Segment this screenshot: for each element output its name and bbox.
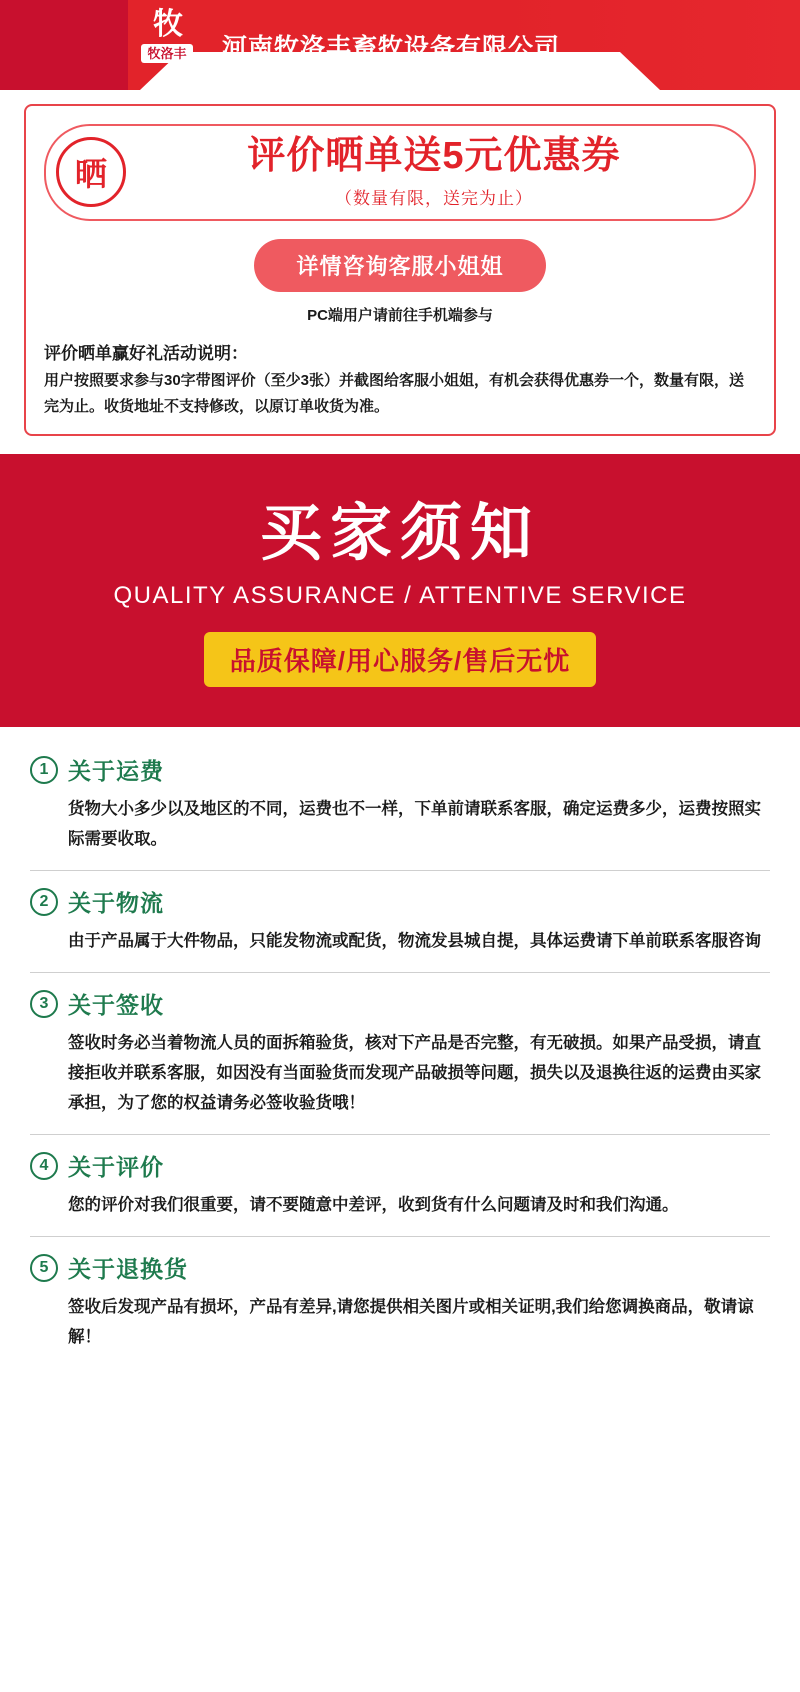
- contact-service-button[interactable]: 详情咨询客服小姐姐: [254, 239, 545, 292]
- promo-text-group: [126, 134, 738, 209]
- list-item-head: [30, 885, 770, 918]
- buyer-notice-banner: [0, 454, 800, 727]
- banner-english-subtitle: QUALITY ASSURANCE / ATTENTIVE SERVICE: [113, 582, 687, 609]
- list-item-number: 5: [30, 1254, 58, 1282]
- list-item-body: 货物大小多少以及地区的不同，运费也不一样，下单前请联系客服，确定运费多少，运费按照实际需要收取。: [68, 800, 761, 848]
- promo-rule-title: 评价晒单赢好礼活动说明：: [44, 344, 248, 363]
- promo-note: PC端用户请前往手机端参与: [307, 307, 493, 324]
- list-item-number: 3: [30, 990, 58, 1018]
- banner-title: 买家须知: [259, 499, 540, 568]
- banner-tag: 品质保障/用心服务/售后无忧: [204, 632, 596, 687]
- promo-button-row: [44, 239, 756, 292]
- list-item-body: 您的评价对我们很重要，请不要随意中差评，收到货有什么问题请及时和我们沟通。: [68, 1196, 679, 1214]
- list-item-title: 关于物流: [68, 890, 164, 916]
- logo-sub-label: 牧洛丰: [141, 44, 192, 63]
- list-item-title: 关于评价: [68, 1154, 164, 1180]
- banner-tag-row: [0, 632, 800, 687]
- list-item: [30, 1149, 770, 1237]
- promo-headline-row: [44, 124, 756, 221]
- promo-title: 评价晒单送5元优惠券: [247, 135, 621, 177]
- list-item-head: [30, 1149, 770, 1182]
- promo-badge-icon: 晒: [56, 137, 126, 207]
- list-item-body: 签收后发现产品有损坏，产品有差异,请您提供相关图片或相关证明,我们给您调换商品，敬请谅解！: [68, 1298, 754, 1346]
- list-item-body: 签收时务必当着物流人员的面拆箱验货，核对下产品是否完整，有无破损。如果产品受损，请直接拒收并联系客服，如因没有当面验货而发现产品破损等问题，损失以及退换往返的运费由买家承担，为了您的权益请务必签收验货哦！: [68, 1034, 761, 1112]
- company-logo: [128, 8, 206, 82]
- promo-rule-body: 用户按照要求参与30字带图评价（至少3张）并截图给客服小姐姐，有机会获得优惠券一个，数量有限，送完为止。收货地址不支持修改，以原订单收货为准。: [44, 372, 745, 415]
- list-item-title: 关于运费: [68, 758, 164, 784]
- promo-card: [24, 104, 776, 436]
- list-item: [30, 753, 770, 871]
- list-item: [30, 885, 770, 973]
- promo-section: [0, 90, 800, 444]
- page-header: [0, 0, 800, 90]
- list-item-number: 4: [30, 1152, 58, 1180]
- list-item-head: [30, 753, 770, 786]
- list-item: [30, 1251, 770, 1368]
- list-item-title: 关于签收: [68, 992, 164, 1018]
- logo-mark-icon: 牧: [153, 8, 181, 41]
- list-item-title: 关于退换货: [68, 1256, 188, 1282]
- list-item-head: [30, 987, 770, 1020]
- list-item-head: [30, 1251, 770, 1284]
- notice-list: [0, 727, 800, 1412]
- company-name: 河南牧洛丰畜牧设备有限公司: [222, 34, 561, 62]
- promo-subtitle: （数量有限，送完为止）: [335, 189, 533, 208]
- list-item-number: 2: [30, 888, 58, 916]
- list-item-body: 由于产品属于大件物品，只能发物流或配货，物流发县城自提，具体运费请下单前联系客服咨询: [68, 932, 761, 950]
- list-item-number: 1: [30, 756, 58, 784]
- list-item: [30, 987, 770, 1135]
